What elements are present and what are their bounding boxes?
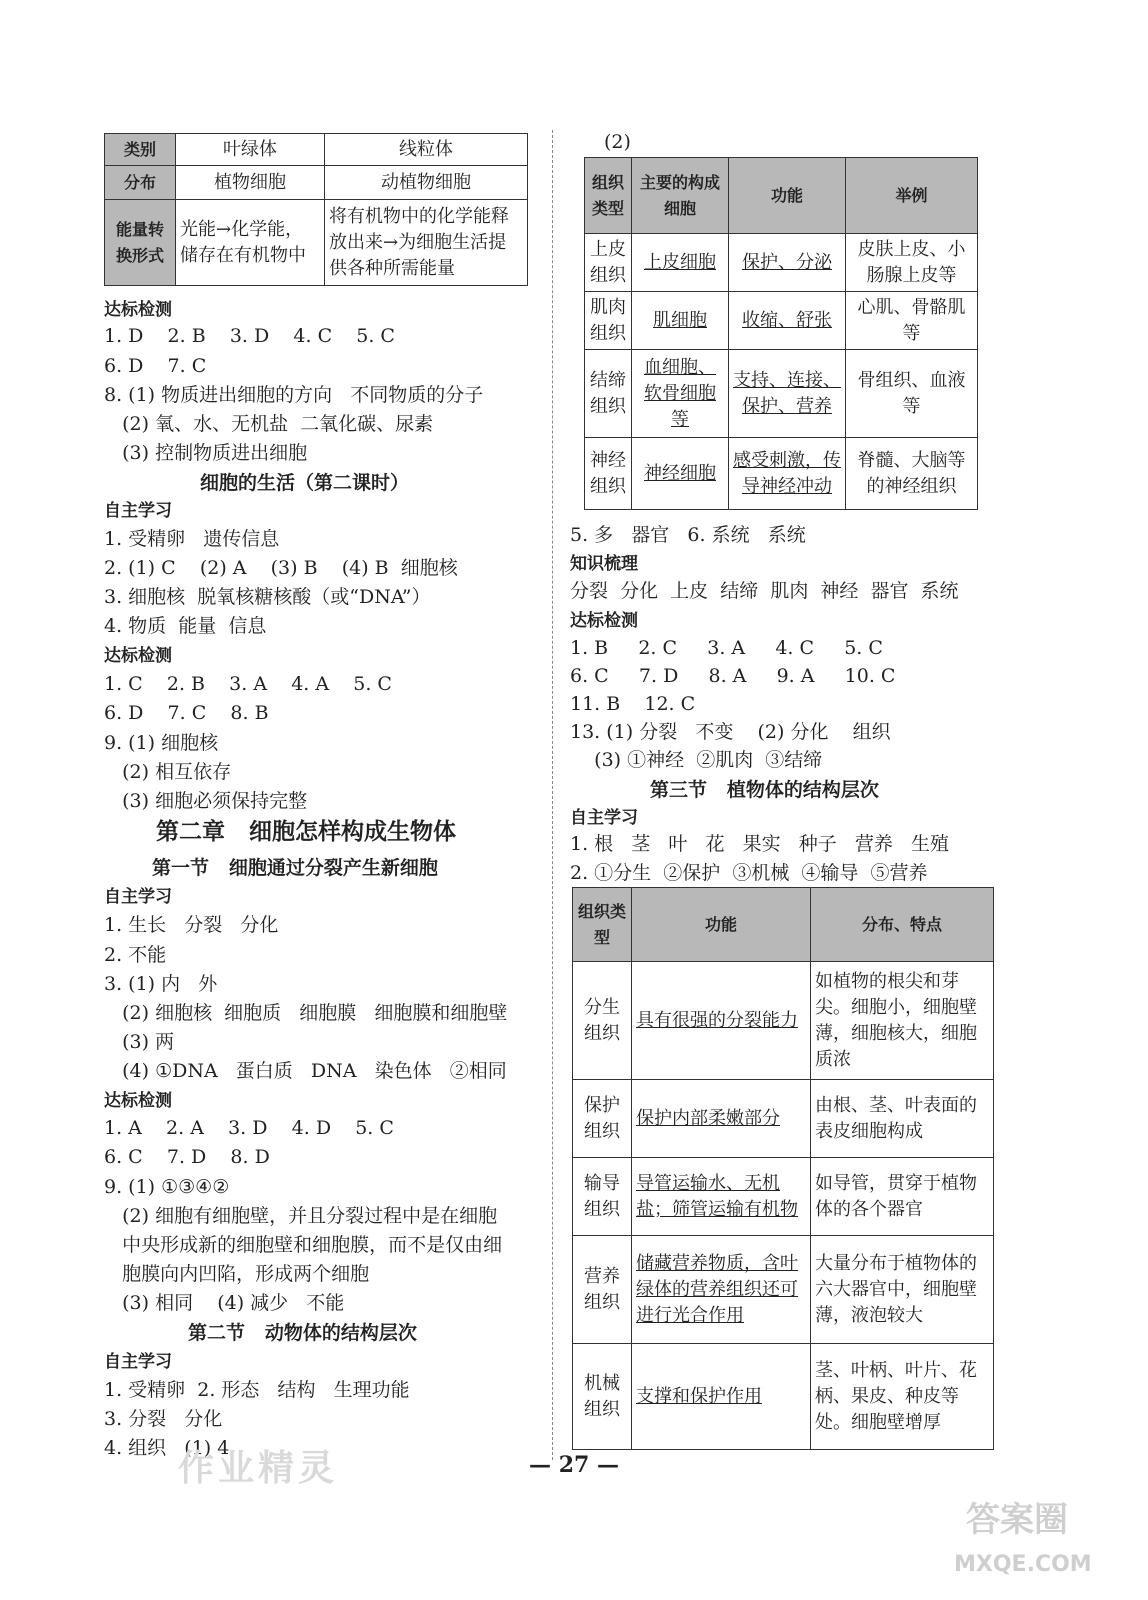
answer-line: 6. D 7. C	[104, 355, 207, 377]
answer-line: 1. D 2. B 3. D 4. C 5. C	[104, 325, 395, 347]
answer-line: 1. C 2. B 3. A 4. A 5. C	[104, 673, 392, 695]
answer-line: 6. C 7. D 8. A 9. A 10. C	[570, 665, 896, 687]
watermark-url: MXQE.COM	[954, 1552, 1092, 1577]
answer-line: 1. 根 茎 叶 花 果实 种子 营养 生殖	[570, 833, 949, 855]
answer-line: 1. A 2. A 3. D 4. D 5. C	[104, 1117, 394, 1139]
answer-line: 8. (1) 物质进出细胞的方向 不同物质的分子	[104, 384, 484, 406]
t3-cell: 具有很强的分裂能力	[632, 962, 811, 1080]
t3-header: 分布、特点	[811, 888, 994, 962]
answer-line: 2. 不能	[104, 944, 167, 966]
t2-cell: 上皮细胞	[632, 234, 729, 292]
organelle-table	[104, 133, 528, 286]
section-heading: 知识梳理	[570, 554, 638, 574]
t2-cell: 收缩、舒张	[729, 292, 846, 350]
t2-cell: 脊髓、大脑等的神经组织	[846, 438, 978, 510]
answer-line: 9. (1) ①③④②	[104, 1176, 230, 1198]
t2-cell: 神经细胞	[632, 438, 729, 510]
t3-cell: 大量分布于植物体的六大器官中，细胞壁薄，液泡较大	[811, 1236, 994, 1344]
answer-line: 1. B 2. C 3. A 4. C 5. C	[570, 637, 883, 659]
answer-line: 胞膜向内凹陷，形成两个细胞	[104, 1263, 370, 1285]
answer-line: (2) 相互依存	[104, 761, 232, 783]
t3-cell: 机械组织	[573, 1344, 632, 1450]
t1-cell: 将有机物中的化学能释放出来→为细胞生活提供各种所需能量	[325, 200, 528, 286]
answer-line: 中央形成新的细胞壁和细胞膜，而不是仅由细	[104, 1234, 503, 1256]
answer-line: (3) 细胞必须保持完整	[104, 790, 308, 812]
answer-line: (2) 细胞有细胞壁，并且分裂过程中是在细胞	[104, 1205, 498, 1227]
t3-cell: 茎、叶柄、叶片、花柄、果皮、种皮等处。细胞壁增厚	[811, 1344, 994, 1450]
answer-line: 4. 物质 能量 信息	[104, 615, 267, 637]
t1-cell: 能量转换形式	[105, 200, 176, 286]
answer-line: 2. (1) C (2) A (3) B (4) B 细胞核	[104, 557, 458, 579]
chapter-title: 第二章 细胞怎样构成生物体	[156, 819, 457, 845]
answer-line: (3) 控制物质进出细胞	[104, 442, 308, 464]
answer-line: 13. (1) 分裂 不变 (2) 分化 组织	[570, 721, 891, 743]
answer-line: 3. 细胞核 脱氧核糖核酸（或“DNA”）	[104, 586, 431, 608]
watermark-logo: 作业精灵	[178, 1448, 339, 1489]
answer-line: (3) 两	[104, 1031, 175, 1053]
t3-cell: 保护内部柔嫩部分	[632, 1080, 811, 1158]
t2-cell: 肌肉组织	[585, 292, 632, 350]
t2-cell: 结缔组织	[585, 350, 632, 438]
t2-cell: 上皮组织	[585, 234, 632, 292]
section-heading: 自主学习	[570, 808, 638, 828]
t3-cell: 导管运输水、无机盐；筛管运输有机物	[632, 1158, 811, 1236]
t2-cell: 血细胞、软骨细胞等	[632, 350, 729, 438]
t3-cell: 输导组织	[573, 1158, 632, 1236]
t3-cell: 储藏营养物质，含叶绿体的营养组织还可进行光合作用	[632, 1236, 811, 1344]
answer-line: 1. 受精卵 遗传信息	[104, 528, 280, 550]
plant-tissue-table	[572, 887, 994, 1450]
animal-tissue-table	[584, 157, 978, 510]
answer-line: (3) ①神经 ②肌肉 ③结缔	[570, 749, 823, 771]
t3-header: 功能	[632, 888, 811, 962]
section-heading: 自主学习	[104, 501, 172, 521]
t3-header: 组织类型	[573, 888, 632, 962]
t1-header: 线粒体	[325, 134, 528, 166]
t2-cell: 心肌、骨骼肌等	[846, 292, 978, 350]
t2-cell: 肌细胞	[632, 292, 729, 350]
answer-line: 1. 生长 分裂 分化	[104, 914, 279, 936]
answer-line: 6. D 7. C 8. B	[104, 702, 269, 724]
t3-cell: 由根、茎、叶表面的表皮细胞构成	[811, 1080, 994, 1158]
section-heading: 达标检测	[104, 1091, 172, 1111]
t1-cell: 光能→化学能，储存在有机物中	[176, 200, 325, 286]
t1-cell: 植物细胞	[176, 166, 325, 200]
answer-line: 1. 受精卵 2. 形态 结构 生理功能	[104, 1379, 410, 1401]
t3-cell: 如导管，贯穿于植物体的各个器官	[811, 1158, 994, 1236]
table-label: (2)	[604, 131, 631, 153]
t2-header: 功能	[729, 158, 846, 234]
t2-cell: 神经组织	[585, 438, 632, 510]
section-title: 第三节 植物体的结构层次	[650, 779, 879, 801]
answer-line: 9. (1) 细胞核	[104, 732, 219, 754]
answer-line: (4) ①DNA 蛋白质 DNA 染色体 ②相同	[104, 1060, 507, 1082]
section-heading: 达标检测	[104, 300, 172, 320]
answer-line: 3. 分裂 分化	[104, 1408, 223, 1430]
t1-header: 类别	[105, 134, 176, 166]
answer-line: 11. B 12. C	[570, 693, 696, 715]
t2-header: 举例	[846, 158, 978, 234]
answer-line: (2) 细胞核 细胞质 细胞膜 细胞膜和细胞壁	[104, 1002, 508, 1024]
answer-line: (2) 氧、水、无机盐 二氧化碳、尿素	[104, 413, 434, 435]
answer-line: 3. (1) 内 外	[104, 973, 218, 995]
t2-header: 组织类型	[585, 158, 632, 234]
t3-cell: 支撑和保护作用	[632, 1344, 811, 1450]
t2-header: 主要的构成细胞	[632, 158, 729, 234]
t2-cell: 感受刺激，传导神经冲动	[729, 438, 846, 510]
section-heading: 自主学习	[104, 887, 172, 907]
t1-header: 叶绿体	[176, 134, 325, 166]
page-number: — 27 —	[529, 1452, 619, 1478]
t2-cell: 骨组织、血液等	[846, 350, 978, 438]
t2-cell: 皮肤上皮、小肠腺上皮等	[846, 234, 978, 292]
t1-cell: 分布	[105, 166, 176, 200]
watermark-logo: 答案圈	[966, 1500, 1068, 1540]
lesson-title: 细胞的生活（第二课时）	[200, 472, 410, 494]
section-heading: 达标检测	[104, 646, 172, 666]
answer-line: 6. C 7. D 8. D	[104, 1146, 270, 1168]
t3-cell: 如植物的根尖和芽尖。细胞小，细胞壁薄，细胞核大，细胞质浓	[811, 962, 994, 1080]
t1-cell: 动植物细胞	[325, 166, 528, 200]
t3-cell: 分生组织	[573, 962, 632, 1080]
answer-line: (3) 相同 (4) 减少 不能	[104, 1292, 345, 1314]
section-heading: 达标检测	[570, 611, 638, 631]
answer-line: 5. 多 器官 6. 系统 系统	[570, 524, 806, 546]
answer-line: 4. 组织 (1) 4	[104, 1437, 230, 1459]
column-divider	[552, 130, 553, 1460]
t3-cell: 保护组织	[573, 1080, 632, 1158]
answer-line: 分裂 分化 上皮 结缔 肌肉 神经 器官 系统	[570, 580, 959, 602]
t2-cell: 支持、连接、保护、营养	[729, 350, 846, 438]
section-title: 第二节 动物体的结构层次	[188, 1322, 417, 1344]
section-heading: 自主学习	[104, 1352, 172, 1372]
t3-cell: 营养组织	[573, 1236, 632, 1344]
t2-cell: 保护、分泌	[729, 234, 846, 292]
answer-line: 2. ①分生 ②保护 ③机械 ④输导 ⑤营养	[570, 862, 928, 884]
section-title: 第一节 细胞通过分裂产生新细胞	[152, 857, 438, 879]
